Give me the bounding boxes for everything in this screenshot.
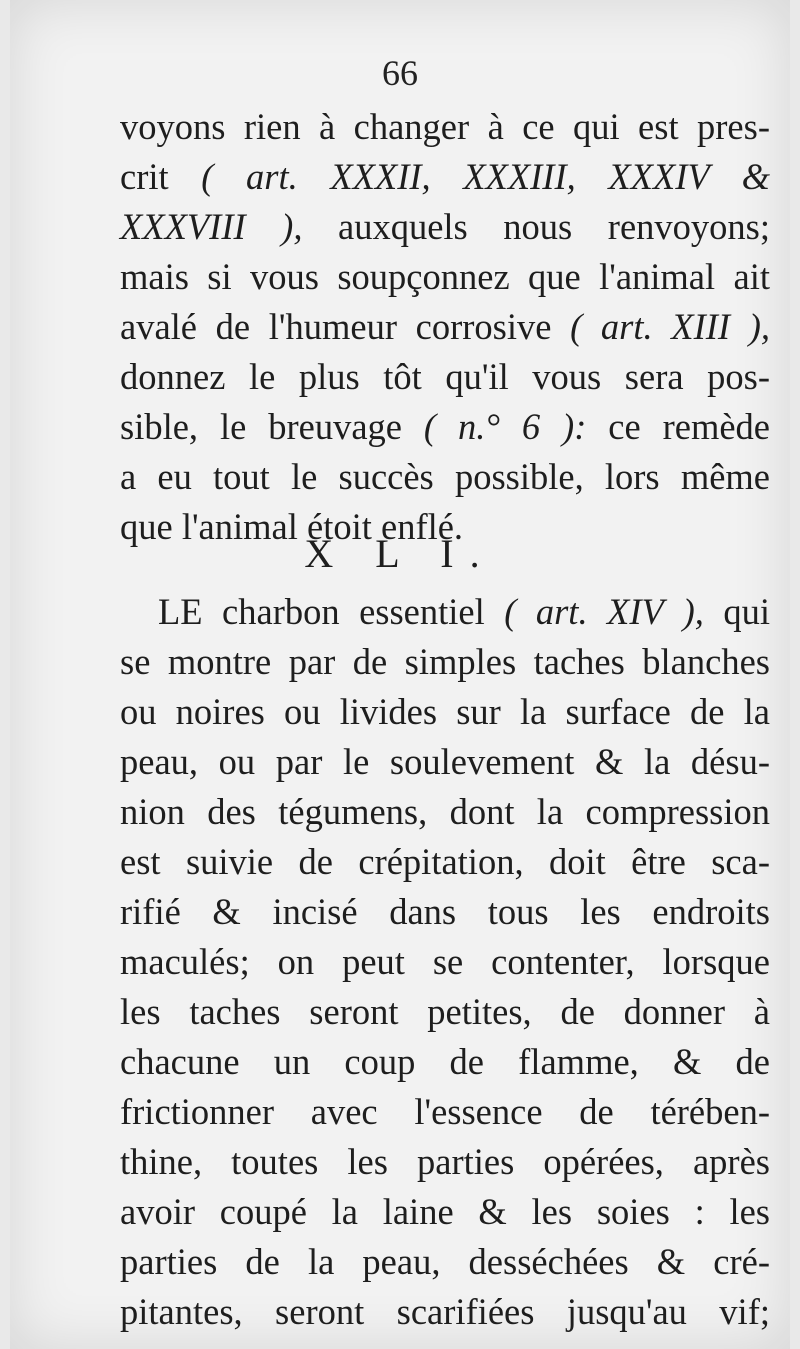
text-run: thine, toutes les parties opérées, après [120, 1141, 770, 1182]
text-run: a eu tout le succès possible, lors même [120, 456, 770, 497]
text-line [120, 202, 770, 252]
italic-reference: ( art. XXXII, XXXIII, XXXIV & [201, 156, 770, 197]
text-run: maculés; on peut se contenter, lorsque [120, 941, 770, 982]
paragraph-1 [120, 102, 770, 552]
text-line [120, 1187, 770, 1237]
paragraph-2 [120, 587, 770, 1337]
page-number: 66 [382, 53, 418, 93]
text-run: crit [120, 156, 202, 197]
text-run: nion des tégumens, dont la compression [120, 791, 770, 832]
text-line [120, 1087, 770, 1137]
italic-reference: ( art. XIV ), [504, 591, 704, 632]
text-run: auxquels nous renvoyons; [302, 206, 770, 247]
text-run: avalé de l'humeur corrosive [120, 306, 571, 347]
text-line [120, 252, 770, 302]
text-line [120, 152, 770, 202]
text-line [120, 1137, 770, 1187]
text-run: ou noires ou livides sur la surface de la [120, 691, 770, 732]
text-run: chacune un coup de flamme, & de [120, 1041, 770, 1082]
text-run: avoir coupé la laine & les soies : les [120, 1191, 770, 1232]
text-line [120, 352, 770, 402]
text-run: voyons rien à changer à ce qui est pres- [120, 106, 770, 147]
text-run: peau, ou par le soulevement & la désu- [120, 741, 770, 782]
text-line [120, 302, 770, 352]
text-line [120, 637, 770, 687]
text-run: que l'animal étoit enflé. [120, 506, 464, 547]
text-line [120, 737, 770, 787]
text-run: frictionner avec l'essence de térében- [120, 1091, 770, 1132]
italic-reference: ( art. XIII ), [570, 306, 770, 347]
text-run: sible, le breuvage [120, 406, 424, 447]
text-line [120, 402, 770, 452]
text-line [120, 687, 770, 737]
text-line [120, 1287, 770, 1337]
text-line [120, 452, 770, 502]
text-line [120, 887, 770, 937]
text-line [120, 937, 770, 987]
text-run: ce remède [586, 406, 770, 447]
book-page [10, 0, 790, 1349]
text-line [120, 787, 770, 837]
text-line [120, 837, 770, 887]
text-run: donnez le plus tôt qu'il vous sera pos- [120, 356, 770, 397]
text-run: parties de la peau, desséchées & cré- [120, 1241, 770, 1282]
text-run: est suivie de crépitation, doit être sca- [120, 841, 770, 882]
text-run: mais si vous soupçonnez que l'animal ait [120, 256, 770, 297]
text-run: rifié & incisé dans tous les endroits [120, 891, 770, 932]
italic-reference: XXXVIII ), [120, 206, 303, 247]
text-run: qui [703, 591, 770, 632]
text-line [120, 1037, 770, 1087]
text-line [120, 102, 770, 152]
text-run: pitantes, seront scarifiées jusqu'au vif; [120, 1291, 770, 1332]
text-line [120, 587, 770, 637]
section-heading: X L I. [304, 531, 496, 576]
text-line [120, 1237, 770, 1287]
text-run: les taches seront petites, de donner à [120, 991, 770, 1032]
text-run: LE charbon essentiel [158, 591, 505, 632]
text-run: se montre par de simples taches blanches [120, 641, 770, 682]
italic-reference: ( n.° 6 ): [423, 406, 587, 447]
text-line [120, 987, 770, 1037]
